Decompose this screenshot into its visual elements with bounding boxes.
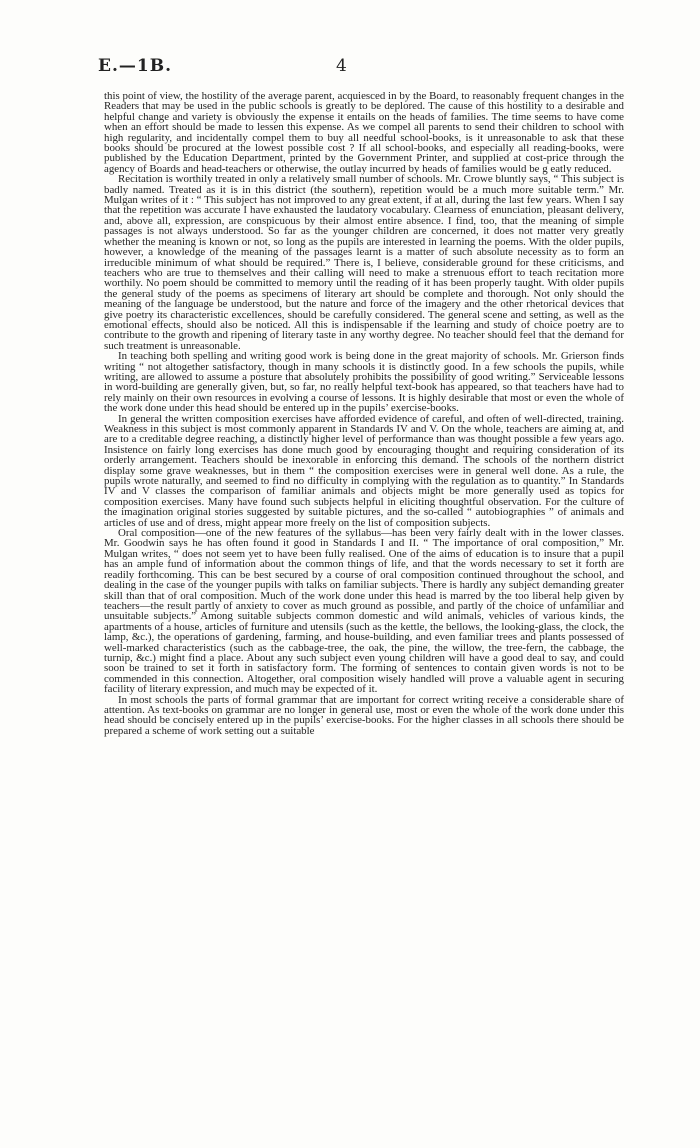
paragraph-written-composition: In general the written composition exercises have afforded evidence of careful, and often of well-directed, training. Weakness in this subject is most commonly apparent in Standards IV and V. On the whole, teachers are aiming at, and are to a creditable degree reaching, a distinctly higher level of performance than was thought possible a few years ago. Insistence on fairly long exercises has done much good by encouraging thought and requiring consideration of its orderly arrangement. Teachers should be inexorable in enforcing this demand. The schools of the northern district display some grave weaknesses, but in them “ the composition exercises were in general well done. As a rule, the pupils wrote naturally, and seemed to find no difficulty in complying with the regulation as to quantity.” In Standards IV and V classes the comparison of familiar animals and objects might be more generally used as topics for composition exercises. Many have found such subjects helpful in eliciting thoughtful observation. For the culture of the imagination original stories suggested by suitable pictures, and the so-called “ autobiographies ” of animals and articles of use and of dress, might appear more freely on the list of composition subjects. [104,412,624,529]
paragraph-readers-cost: this point of view, the hostility of the average parent, acquiesced in by the Board, to reasonably frequent changes in the Readers that may be used in the public schools is greatly to be deplored. The cause of this hostility to a desirable and helpful change and variety is obviously the expense it entails on the heads of families. The time seems to have come when an effort should be made to lessen this expense. As we compel all parents to send their children to school with high regularity, and incidentally compel them to buy all needful school-books, is it unreasonable to ask that these books should be procured at the lowest possible cost ? If all school-books, and especially all reading-books, were published by the Education Department, printed by the Government Printer, and supplied at cost-price through the agency of Boards and head-teachers or otherwise, the outlay incurred by heads of families would be g eatly reduced. [104,90,624,175]
page-header [98,56,622,80]
body-text [104,91,624,736]
page-number: 4 [336,56,347,76]
document-reference: E.—1B. [98,56,172,76]
paragraph-formal-grammar: In most schools the parts of formal grammar that are important for correct writing receive a considerable share of attention. As text-books on grammar are no longer in general use, most or even the whole of the work done under this head should be concisely entered up in the pupils’ exercise-books. For the higher classes in all schools there should be prepared a scheme of work setting out a suitable [104,693,624,737]
paragraph-recitation: Recitation is worthily treated in only a relatively small number of schools. Mr. Crowe bluntly says, “ This subject is badly named. Treated as it is in this district (the southern), repetition would be a much more suitable term.” Mr. Mulgan writes of it : “ This subject has not improved to any great extent, if at all, during the last few years. When I say that the repetition was accurate I have exhausted the laudatory vocabulary. Clearness of enunciation, pleasant delivery, and, above all, expression, are conspicuous by their almost entire absence. I find, too, that the meaning of simple passages is not always understood. So far as the younger children are concerned, it does not matter very greatly whether the meaning is known or not, so long as the pupils are interested in learning the poems. With the older pupils, however, a knowledge of the meaning of the passages learnt is a matter of such absolute necessity as to form an irreducible minimum of what should be required.” There is, I believe, considerable ground for these criticisms, and teachers who are true to themselves and their calling will need to make a strenuous effort to teach recitation more worthily. No poem should be committed to memory until the reading of it has been properly taught. With older pupils the general study of the poems as specimens of literary art should be complete and thorough. Not only should the meaning of the language be understood, but the nature and force of the imagery and the other rhetorical devices that give poetry its characteristic excellences, should be carefully considered. The general scene and setting, as well as the emotional effects, should also be noticed. All this is indispensable if the learning and study of choice poetry are to contribute to the growth and ripening of literary taste in any worthy degree. No teacher should feel that the demand for such treatment is unreasonable. [104,173,624,352]
paragraph-oral-composition: Oral composition—one of the new features of the syllabus—has been very fairly dealt with in the lower classes. Mr. Goodwin says he has often found it good in Standards I and II. “ The importance of oral composition,” Mr. Mulgan writes, “ does not seem yet to have been fully realised. One of the aims of education is to insure that a pupil has an ample fund of information about the common things of life, and that the words necessary to set it forth are readily forthcoming. This can be best secured by a course of oral composition continued throughout the school, and dealing in the case of the younger pupils with talks on familiar subjects. There is hardly any subject demanding greater skill than that of oral composition. Much of the work done under this head is marred by the too liberal help given by teachers—the result partly of anxiety to cover as much ground as possible, and partly of the choice of unfamiliar and unsuitable subjects.” Among suitable subjects common domestic and wild animals, vehicles of various kinds, the apartments of a house, articles of furniture and utensils (such as the kettle, the bellows, the looking-glass, the clock, the lamp, &c.), the operations of gardening, farming, and house-building, and even familiar trees and plants possessed of well-marked characteristics (such as the cabbage-tree, the oak, the pine, the willow, the tree-fern, the cabbage, the turnip, &c.) might find a place. About any such subject even young children will have a good deal to say, and could soon be trained to set it forth in satisfactory form. The forming of sentences to contain given words is not to be commended in this connection. Altogether, oral composition wisely handled will prove a valuable agent in securing facility of literary expression, and much may be expected of it. [104,527,624,696]
paragraph-spelling-writing: In teaching both spelling and writing good work is being done in the great majority of schools. Mr. Grierson finds writing “ not altogether satisfactory, though in many schools it is distinctly good. In a few schools the pupils, while writing, are allowed to assume a posture that absolutely prohibits the possibility of good writing.” Serviceable lessons in word-building are generally given, but, so far, no really helpful text-book has appeared, so that teachers have had to rely mainly on their own resources in evolving a course of lessons. It is highly desirable that most or even the whole of the work done under this head should be entered up in the pupils’ exercise-books. [104,350,624,415]
